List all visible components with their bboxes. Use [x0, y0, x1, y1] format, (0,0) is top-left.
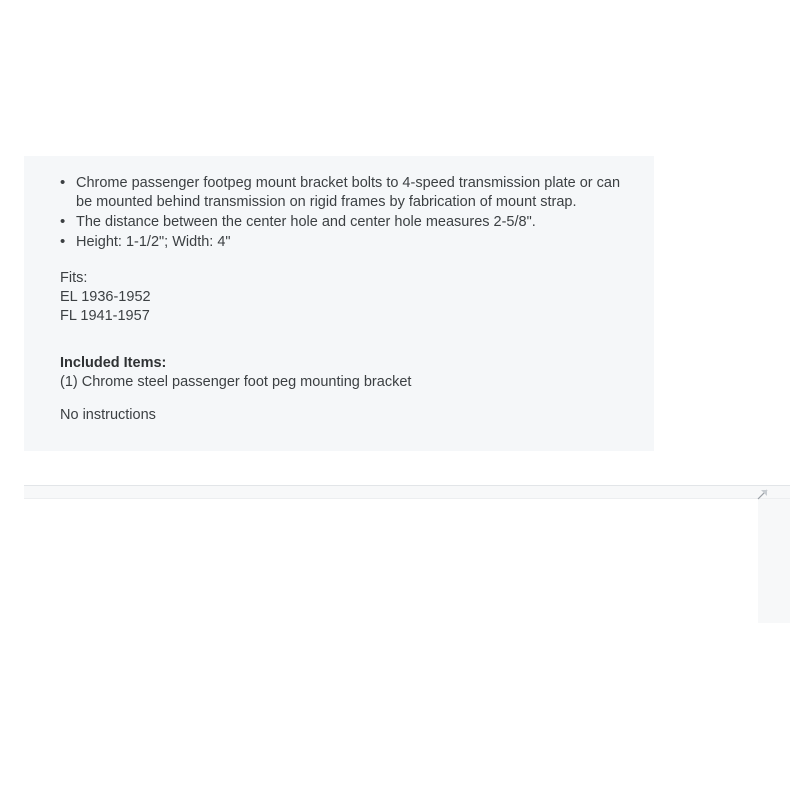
included-items-block [24, 354, 654, 392]
instructions-note: No instructions [60, 407, 156, 423]
included-items-heading: Included Items: [60, 355, 167, 371]
fitment-line: EL 1936-1952 [60, 289, 151, 305]
region-divider-bar [24, 485, 790, 499]
fits-label: Fits: [60, 270, 88, 286]
spacer [24, 392, 654, 406]
list-item: • Chrome passenger footpeg mount bracket bolts to 4-speed transmission plate or can be mounted behind transmission on rigid frames by fabrication of mount strap. [76, 174, 628, 212]
collapse-arrow-icon[interactable] [756, 489, 768, 501]
spacer [24, 326, 654, 354]
fitment-line: FL 1941-1957 [60, 308, 150, 324]
spacer [24, 253, 654, 269]
list-item: • Height: 1-1/2"; Width: 4" [76, 233, 628, 252]
fitment-block [24, 269, 654, 326]
product-description-panel [24, 156, 654, 451]
lower-content-region [24, 485, 790, 790]
description-bullet-list [24, 174, 654, 252]
list-item: • The distance between the center hole and center hole measures 2-5/8". [76, 213, 628, 232]
right-side-panel [758, 499, 790, 623]
included-item-line: (1) Chrome steel passenger foot peg mounting bracket [60, 374, 412, 390]
